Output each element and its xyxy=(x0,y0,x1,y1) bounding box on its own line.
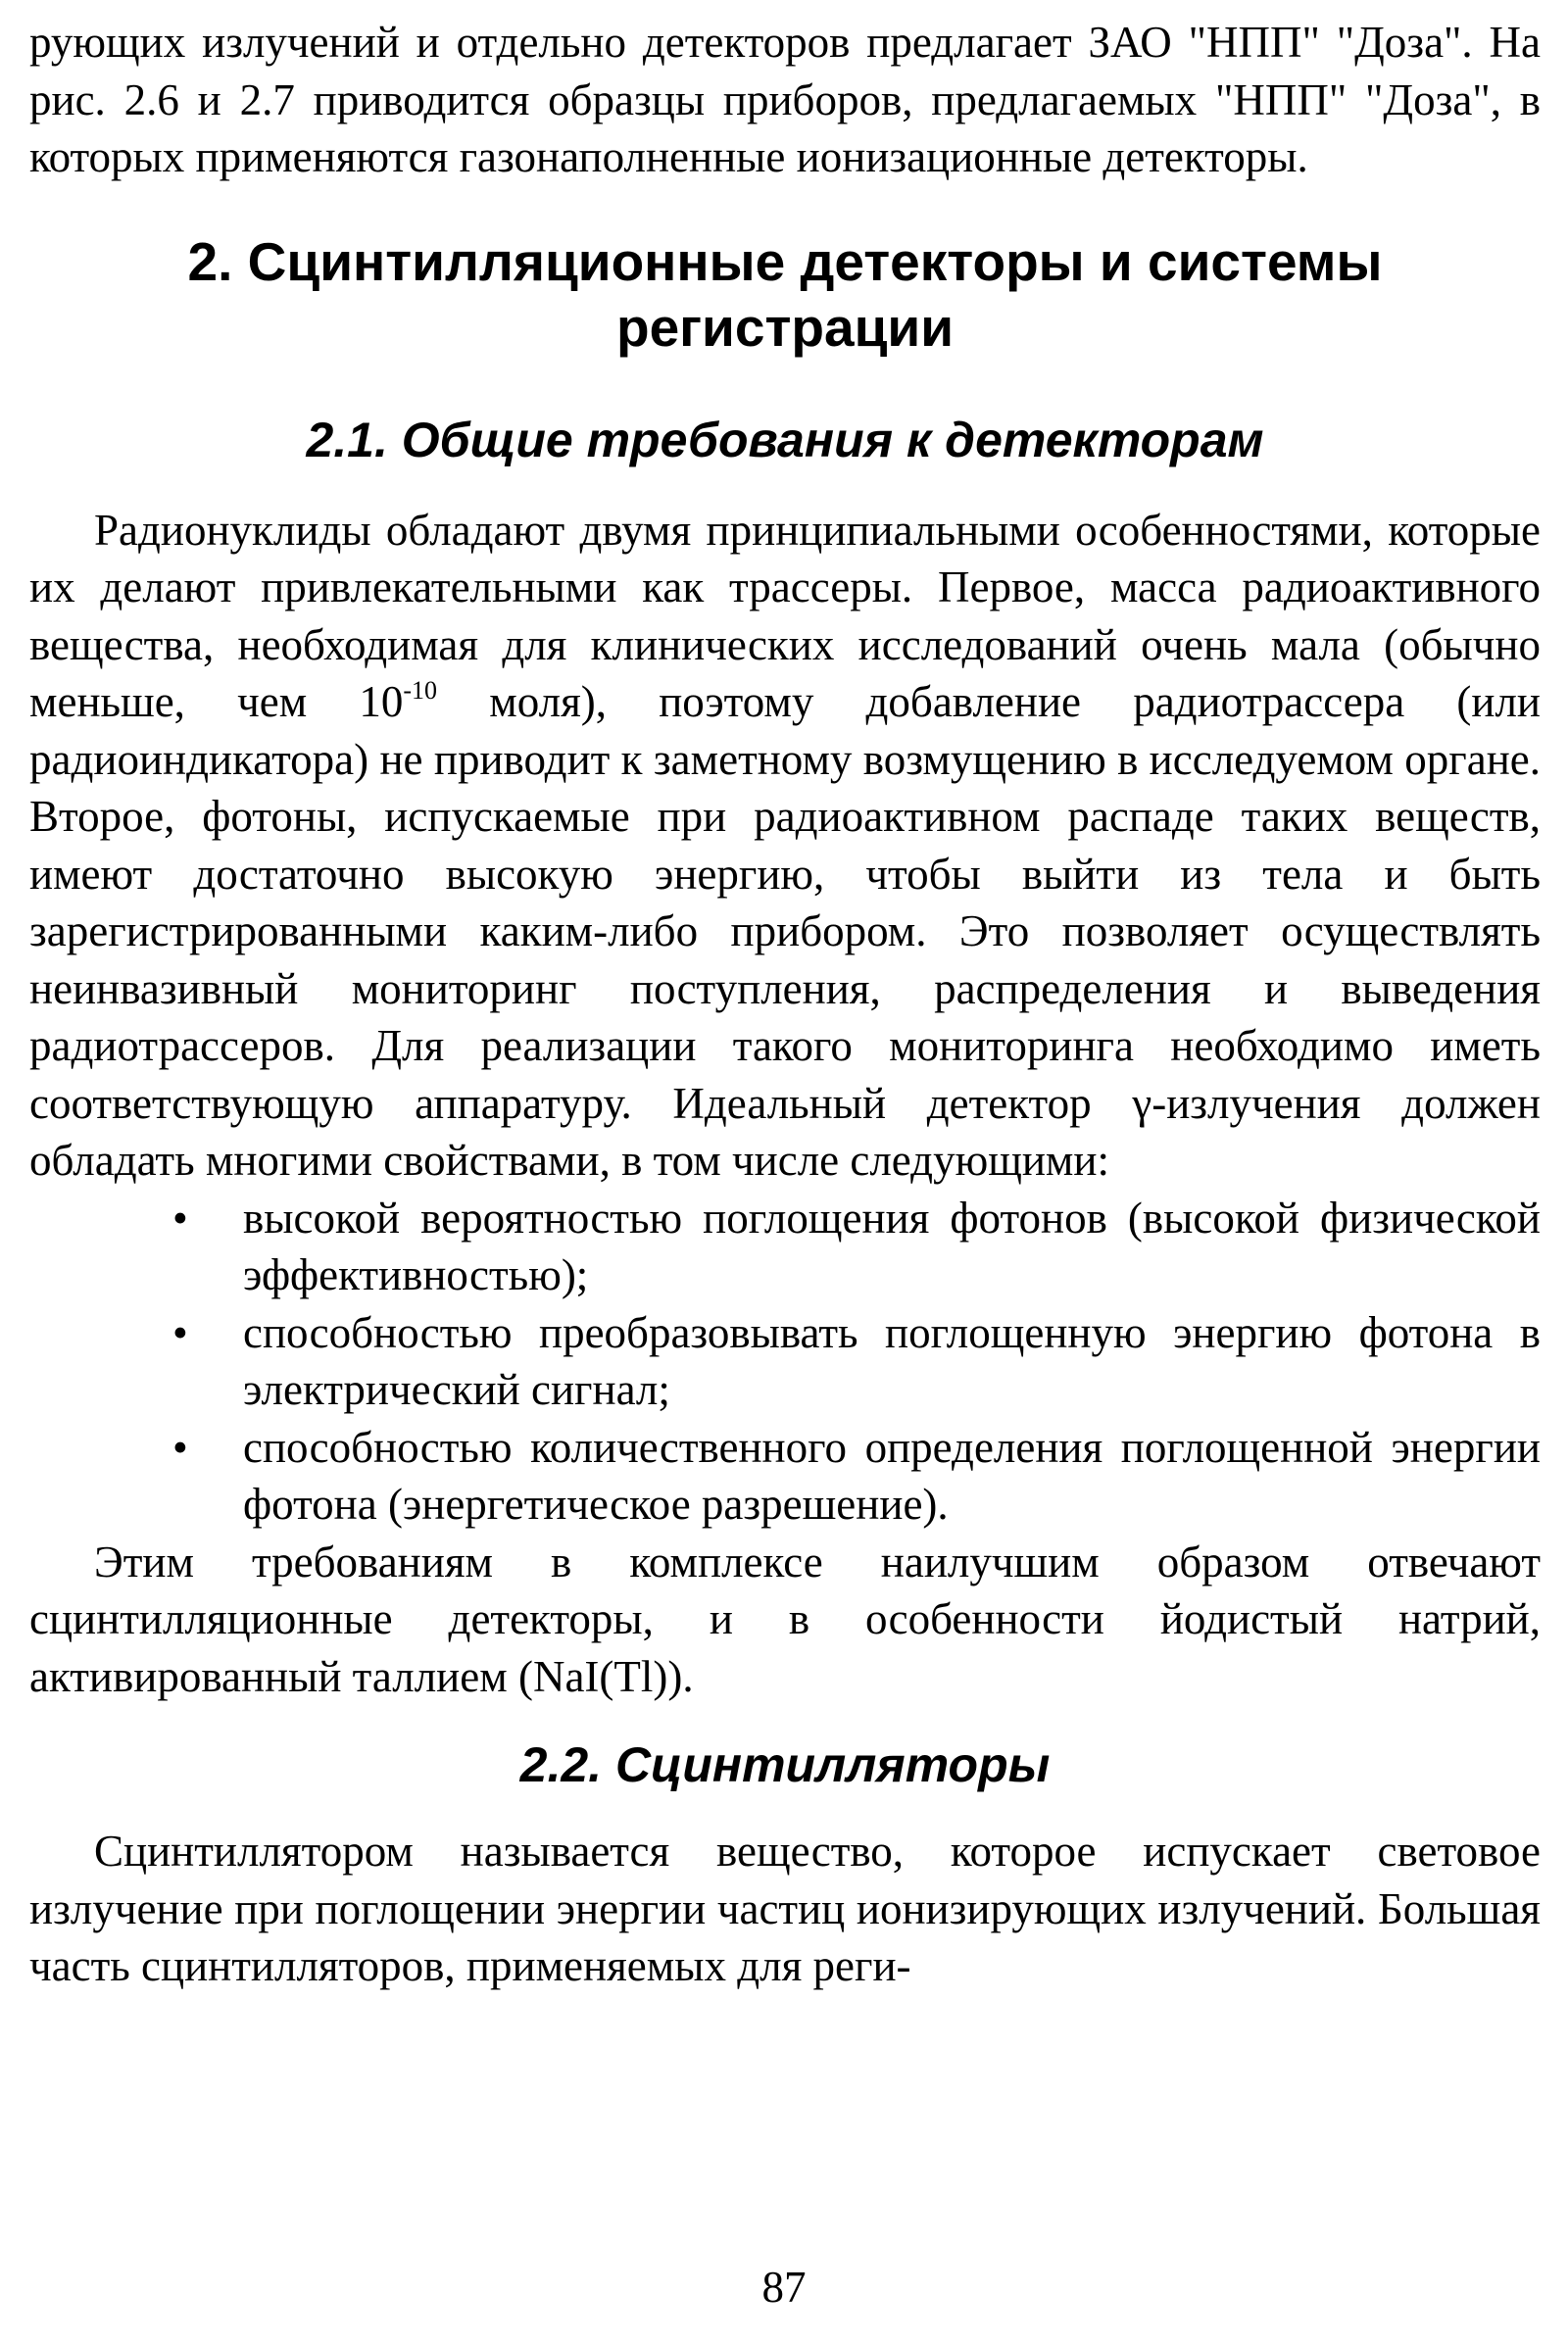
bullet-icon: • xyxy=(172,1422,188,1472)
list-item xyxy=(29,1419,1541,1534)
section-2-1-conclusion: Этим требованиям в комплексе наилучшим образом отвечают сцинтилляционные детекторы, и в особенности йодистый натрий, активированный таллием (NaI(Tl)). xyxy=(29,1537,1541,1701)
list-item-text: способностью количественного определения поглощенной энергии фотона (энергетическое разрешение). xyxy=(243,1422,1541,1529)
paragraph-text-part1: Радионуклиды обладают двумя принципиальными особенностями, которые их делают привлекательными как трассеры. Первое, масса радиоактивного вещества, необходимая для клинических исследований очень мала (обычно меньше, чем 10 xyxy=(29,505,1541,726)
top-paragraph: рующих излучений и отдельно детекторов предлагает ЗАО "НПП" "Доза". На рис. 2.6 и 2.7 приводится образцы приборов, предлагаемых "НПП" "Доза", в которых применяются газонаполненные ионизационные детекторы. xyxy=(29,18,1541,181)
section-title-2-2: 2.2. Сцинтилляторы xyxy=(519,1737,1051,1792)
section-title-2-1: 2.1. Общие требования к детекторам xyxy=(306,412,1264,467)
paragraph-text-part2: моля), поэтому добавление радиотрассера (или радиоиндикатора) не приводит к заметному возмущению в исследуемом органе. Второе, фотоны, испускаемые при радиоактивном распаде таких веществ, имеют достаточно высокую энергию, чтобы выйти из тела и быть зарегистрированными каким-либо прибором. Это позволяет осуществлять неинвазивный мониторинг поступления, распределения и выведения радиотрассеров. Для реализации такого мониторинга необходимо иметь соответствующую аппаратуру. Идеальный детектор γ-излучения должен обладать многими свойствами, в том числе следующими: xyxy=(29,677,1541,1185)
exponent: -10 xyxy=(403,676,438,705)
chapter-title: 2. Сцинтилляционные детекторы и системы регистрации xyxy=(187,230,1383,358)
bullet-icon: • xyxy=(172,1307,188,1357)
list-item-text: высокой вероятностью поглощения фотонов (высокой физической эффективностью); xyxy=(243,1193,1541,1299)
list-item xyxy=(29,1304,1541,1419)
list-item xyxy=(29,1190,1541,1304)
section-2-2-paragraph: Сцинтиллятором называется вещество, которое испускает световое излучение при поглощении энергии частиц ионизирующих излучений. Большая часть сцинтилляторов, применяемых для реги- xyxy=(29,1827,1541,1990)
list-item-text: способностью преобразовывать поглощенную энергию фотона в электрический сигнал; xyxy=(243,1307,1541,1414)
page-number: 87 xyxy=(761,2263,807,2312)
requirements-list xyxy=(29,1190,1541,1534)
section-2-1-paragraph xyxy=(29,502,1541,1190)
page-content xyxy=(29,14,1541,1995)
bullet-icon: • xyxy=(172,1193,188,1243)
